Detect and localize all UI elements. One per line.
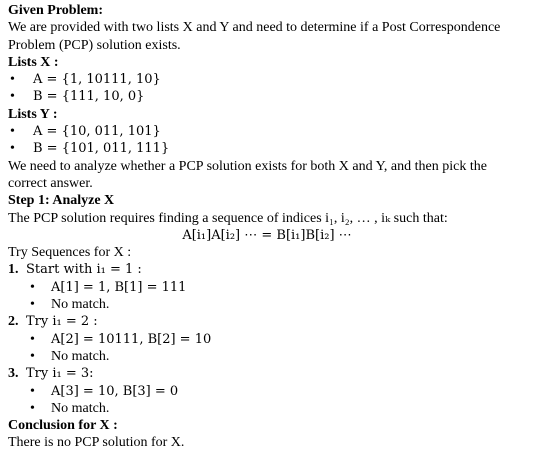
try-heading: Try Sequences for X : bbox=[8, 245, 132, 261]
step-2 bbox=[8, 313, 526, 365]
list-item: • A = {1, 10111, 10} bbox=[8, 71, 526, 88]
step1-heading: Step 1: Analyze X bbox=[8, 193, 115, 209]
list-item: • B = {111, 10, 0} bbox=[8, 88, 526, 105]
list-item: • No match. bbox=[8, 400, 526, 417]
list-item: • B = {101, 011, 111} bbox=[8, 140, 526, 157]
step-1 bbox=[8, 261, 526, 313]
conclusion-text: There is no PCP solution for X. bbox=[8, 435, 185, 451]
list-item: • A[3] = 10, B[3] = 0 bbox=[8, 383, 526, 400]
step-3 bbox=[8, 365, 526, 417]
list-item: • A[2] = 10111, B[2] = 10 bbox=[8, 331, 526, 348]
lists-x bbox=[8, 71, 526, 106]
pcp-requirement: The PCP solution requires finding a sequence of indices i₁, i₂, … , iₖ such that: bbox=[8, 210, 448, 226]
list-item: • No match. bbox=[8, 348, 526, 365]
list-item: • No match. bbox=[8, 296, 526, 313]
step-number: 1. bbox=[8, 262, 19, 278]
step-title: Try i₁ = 3: bbox=[26, 366, 94, 382]
lists-y-heading: Lists Y : bbox=[8, 106, 58, 122]
step-title: Try i₁ = 2 : bbox=[26, 314, 98, 330]
conclusion-heading: Conclusion for X : bbox=[8, 418, 118, 434]
lists-x-heading: Lists X : bbox=[8, 54, 59, 70]
step-number: 2. bbox=[8, 314, 19, 330]
lists-y bbox=[8, 123, 526, 158]
intro-paragraph: We are provided with two lists X and Y and need to determine if a Post Correspondence Problem (PCP) solution exists. bbox=[8, 20, 501, 53]
pcp-formula: A[i₁]A[i₂] ⋯ = B[i₁]B[i₂] ⋯ bbox=[182, 227, 352, 243]
step-title: Start with i₁ = 1 : bbox=[26, 262, 142, 278]
given-heading: Given Problem: bbox=[8, 3, 104, 18]
list-item: • A[1] = 1, B[1] = 111 bbox=[8, 279, 526, 296]
list-item: • A = {10, 011, 101} bbox=[8, 123, 526, 140]
analyze-paragraph: We need to analyze whether a PCP solution exists for both X and Y, and then pick the correct answer. bbox=[8, 158, 487, 191]
step-number: 3. bbox=[8, 366, 19, 382]
